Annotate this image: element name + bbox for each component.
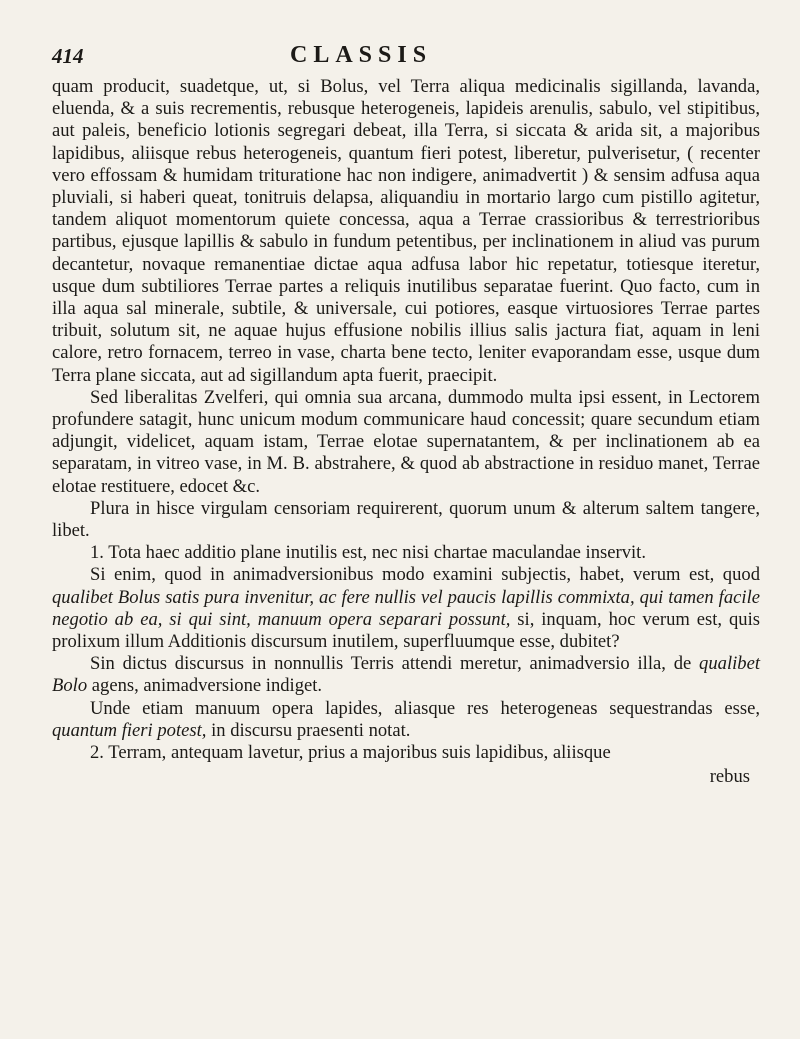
numbered-paragraph [52,742,760,764]
paragraph [52,564,760,653]
italic-text: quantum fieri potest, [52,719,207,741]
running-title: CLASSIS [290,42,433,68]
text-run: in discursu praesenti notat. [206,719,411,741]
text-run: Sed liberalitas Zvelferi, qui omnia sua arcana, dummodo multa ipsi essent, in Lectorem profundere satagit, hunc unicum modum communicare haud concessit; quare secundum etiam adjungit, videlicet, aquam istam, Terrae elotae supernatantem, & per inclinationem ab ea separatam, in vitreo vase, in M. B. abstrahere, & quod ab abstractione in residuo manet, Terrae elotae restituere, edocet &c. [52,386,760,497]
text-run: Plura in hisce virgulam censoriam requirerent, quorum unum & alterum saltem tangere, libet. [52,497,760,542]
italic-text: qualibet Bolo [52,653,760,697]
text-run: Sin dictus discursus in nonnullis Terris attendi meretur, animadversio illa, de [90,653,700,675]
paragraph [52,653,760,697]
running-head [52,38,760,72]
text-run: 1. Tota haec additio plane inutilis est, nec nisi chartae maculandae inservit. [90,542,646,564]
paragraph [52,698,760,742]
catchword: rebus [709,766,750,788]
paragraph [52,498,760,542]
text-run: Si enim, quod in animadversionibus modo examini subjectis, habet, verum est, quod [90,564,760,586]
text-run: quam producit, suadetque, ut, si Bolus, vel Terra aliqua medicinalis sigillanda, lavanda, eluenda, & a suis recrementis, rebusque heterogeneis, lapideis arenulis, sabulo, vel stipitibus, aut paleis, beneficio lotionis segregari debeat, illa Terra, si siccata & arida sit, a majoribus lapidibus, aliisque rebus heterogeneis, quantum fieri potest, liberetur, pulverisetur, ( recenter vero effossam & humidam trituratione hac non indigere, animadvertit ) & sensim adfusa aqua pluviali, si haberi queat, tonitruis delapsa, aliquandiu in mortario largo cum pistillo agitetur, tandem aliquot momentorum quiete concessa, aqua a Terrae crassioribus & terrestrioribus partibus, ejusque lapillis & sabulo in fundum petentibus, per inclinationem in aliud vas purum decantetur, novaque remanentiae dictae aqua adfusa labor hic repetatur, totiesque iteretur, usque dum subtiliores Terrae partes a reliquis inutilibus separatae fuerint. Quo facto, cum in illa aqua sal minerale, subtile, & universale, cui potiores, easque virtuosiores Terrae partes tribuit, solutum sit, ne aquae hujus effusione nobilis illius salis jactura fiat, aquam in leni calore, retro fornacem, terreo in vase, charta bene tecto, leniter evaporandam esse, usque dum Terra plane siccata, aut ad sigillandum apta fuerit, praecipit. [52,76,760,386]
text-run: Unde etiam manuum opera lapides, aliasque res heterogeneas sequestrandas esse, [90,697,760,719]
text-run: si, inquam, hoc verum est, quis prolixum illum Additionis discursum inutilem, superfluumque esse, dubitet? [52,608,760,653]
body-text [52,76,760,764]
text-run: 2. Terram, antequam lavetur, prius a majoribus suis lapidibus, aliisque [90,742,611,764]
paragraph [52,76,760,387]
paragraph [52,387,760,498]
text-run: agens, animadversione indiget. [87,675,323,697]
page-number: 414 [52,44,84,68]
italic-text: qualibet Bolus satis pura invenitur, ac fere nullis vel paucis lapillis commixta, qui tamen facile negotio ab ea, si qui sint, manuum opera separari possunt, [52,586,760,630]
numbered-paragraph [52,542,760,564]
